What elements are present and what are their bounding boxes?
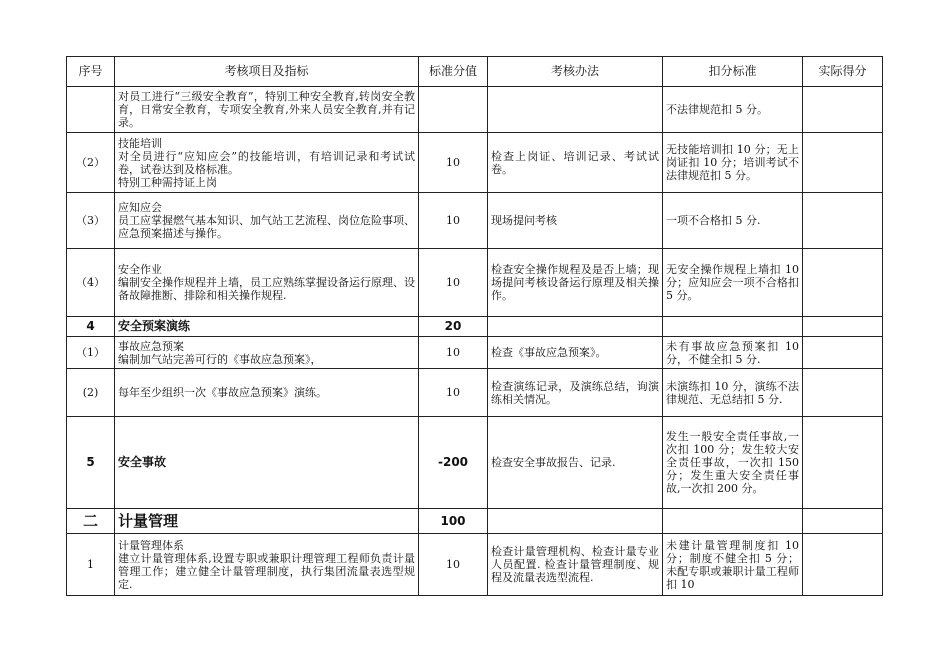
row-actual <box>803 317 883 337</box>
row-method: 检查《事故应急预案》。 <box>488 337 663 369</box>
row-method: 现场提问考核 <box>488 193 663 249</box>
row-seq <box>67 87 115 133</box>
row-score: 10 <box>419 133 488 193</box>
item-line: 安全作业 <box>118 263 162 276</box>
table-row <box>67 193 883 249</box>
item-line: 每年至少组织一次《事故应急预案》演练。 <box>118 386 327 399</box>
row-actual <box>803 133 883 193</box>
col-header-score: 标准分值 <box>419 57 488 87</box>
row-score: 10 <box>419 249 488 317</box>
row-score: 10 <box>419 337 488 369</box>
table-row <box>67 133 883 193</box>
col-header-method: 考核办法 <box>488 57 663 87</box>
col-header-deduct: 扣分标准 <box>663 57 803 87</box>
row-method: 检查演练记录，及演练总结，询演练相关情况。 <box>488 369 663 417</box>
item-line: 安全预案演练 <box>118 319 191 333</box>
item-line: 对员工进行“三级安全教育”，特别工种安全教育,转岗安全教育，日常安全教育，专项安全教育,外来人员安全教育,并有记录。 <box>118 90 415 129</box>
table-row <box>67 417 883 509</box>
row-deduct: 未有事故应急预案扣 10 分，不健全扣 5 分. <box>663 337 803 369</box>
row-deduct: 发生一般安全责任事故,一次扣 100 分；发生较大安全责任事故，一次扣 150 分；发生重大安全责任事故,一次扣 200 分。 <box>663 417 803 509</box>
row-item <box>115 417 419 509</box>
row-method <box>488 87 663 133</box>
table-row <box>67 534 883 596</box>
row-actual <box>803 337 883 369</box>
row-score: 20 <box>419 317 488 337</box>
row-score: 10 <box>419 193 488 249</box>
row-seq: 5 <box>67 417 115 509</box>
row-deduct: 无安全操作规程上墙扣 10 分；应知应会一项不合格扣 5 分。 <box>663 249 803 317</box>
item-line: 安全事故 <box>118 455 167 469</box>
item-line: 应知应会 <box>118 201 162 214</box>
row-item <box>115 509 419 534</box>
table-row <box>67 509 883 534</box>
row-actual <box>803 509 883 534</box>
item-line: 建立计量管理体系,设置专职或兼职计理管理工程师负责计量管理工作；建立健全计量管理制度，执行集团流量表选型规定. <box>118 551 415 591</box>
row-deduct: 一项不合格扣 5 分. <box>663 193 803 249</box>
item-line: 事故应急预案 <box>118 339 184 353</box>
table-row <box>67 249 883 317</box>
row-deduct: 无技能培训扣 10 分；无上岗证扣 10 分；培训考试不法律规范扣 5 分。 <box>663 133 803 193</box>
row-seq: （3） <box>67 193 115 249</box>
row-item <box>115 337 419 369</box>
table-row <box>67 87 883 133</box>
item-line: 计量管理 <box>118 511 179 530</box>
item-line: 对全员进行“应知应会”的技能培训，有培训记录和考试试卷，试卷达到及格标准。 <box>118 149 415 176</box>
item-line: 编制加气站完善可行的《事故应急预案》， <box>118 352 322 366</box>
row-score: 10 <box>419 534 488 596</box>
row-deduct: 未建计量管理制度扣 10 分；制度不健全扣 5 分；未配专职或兼职计量工程师扣 10 <box>663 534 803 596</box>
row-seq: 4 <box>67 317 115 337</box>
row-method <box>488 317 663 337</box>
row-method <box>488 509 663 534</box>
assessment-table <box>66 56 883 596</box>
table-row <box>67 317 883 337</box>
row-item <box>115 249 419 317</box>
row-seq: （2） <box>67 133 115 193</box>
table-row <box>67 369 883 417</box>
row-seq: （4） <box>67 249 115 317</box>
row-seq: 1 <box>67 534 115 596</box>
row-item <box>115 369 419 417</box>
row-actual <box>803 369 883 417</box>
row-actual <box>803 534 883 596</box>
col-header-seq: 序号 <box>67 57 115 87</box>
row-score <box>419 87 488 133</box>
row-method: 检查计量管理机构、检查计量专业人员配置. 检查计量管理制度、规程及流量表选型流程. <box>488 534 663 596</box>
assessment-sheet <box>66 56 882 596</box>
row-deduct: 不法律规范扣 5 分。 <box>663 87 803 133</box>
header-row <box>67 57 883 87</box>
item-line: 技能培训 <box>118 136 162 150</box>
row-actual <box>803 249 883 317</box>
row-actual <box>803 417 883 509</box>
row-deduct <box>663 509 803 534</box>
row-deduct: 未演练扣 10 分，演练不法律规范、无总结扣 5 分. <box>663 369 803 417</box>
row-seq: （1） <box>67 337 115 369</box>
row-method: 检查安全操作规程及是否上墙；现场提问考核设备运行原理及相关操作。 <box>488 249 663 317</box>
item-line: 员工应掌握燃气基本知识、加气站工艺流程、岗位危险事项、应急预案描述与操作。 <box>118 214 415 240</box>
row-score: -200 <box>419 417 488 509</box>
row-item <box>115 87 419 133</box>
row-actual <box>803 87 883 133</box>
row-deduct <box>663 317 803 337</box>
col-header-item: 考核项目及指标 <box>115 57 419 87</box>
row-score: 100 <box>419 509 488 534</box>
row-method: 检查安全事故报告、记录. <box>488 417 663 509</box>
row-item <box>115 317 419 337</box>
table-row <box>67 337 883 369</box>
row-actual <box>803 193 883 249</box>
col-header-actual: 实际得分 <box>803 57 883 87</box>
row-item <box>115 534 419 596</box>
row-seq: 二 <box>67 509 115 534</box>
item-line: 计量管理体系 <box>118 538 184 552</box>
item-line: 特别工种需持证上岗 <box>118 175 217 189</box>
row-method: 检查上岗证、培训记录、考试试卷。 <box>488 133 663 193</box>
row-score: 10 <box>419 369 488 417</box>
item-line: 编制安全操作规程并上墙，员工应熟练掌握设备运行原理、设备故障推断、排除和相关操作规程. <box>118 276 415 302</box>
row-item <box>115 133 419 193</box>
row-item <box>115 193 419 249</box>
row-seq: (2) <box>67 369 115 417</box>
